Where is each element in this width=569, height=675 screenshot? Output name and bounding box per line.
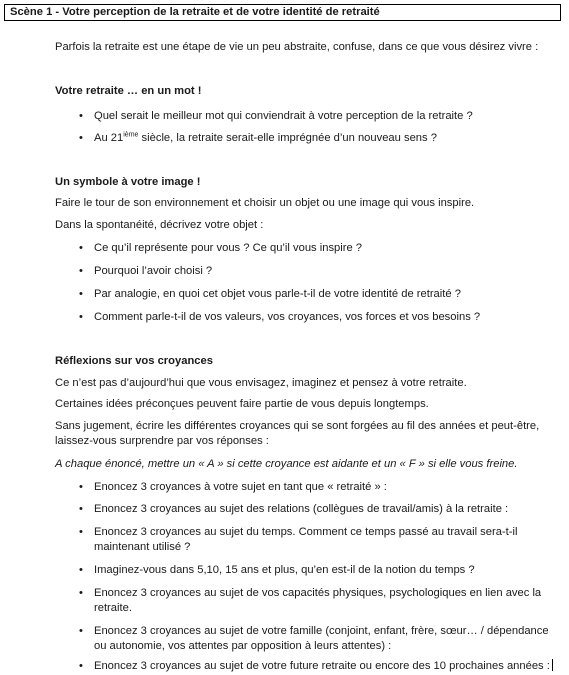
bullet-icon: • (79, 288, 83, 300)
list-item-continuation: retraite. (94, 602, 132, 614)
bullet-icon: • (79, 503, 83, 515)
list-item: Enoncez 3 croyances au sujet du temps. Comment ce temps passé au travail sera-t-il (94, 526, 518, 538)
bullet-icon: • (79, 526, 83, 538)
bullet-icon: • (79, 265, 83, 277)
list-item-continuation: ou autonomie, vos attentes par opposition à leurs attentes) : (94, 640, 392, 652)
list-item (94, 659, 553, 673)
instruction-text: A chaque énoncé, mettre un « A » si cette croyance est aidante et un « F » si elle vous freine. (55, 458, 518, 470)
paragraph-line: laissez-vous surprendre par vos réponses : (55, 435, 269, 447)
bullet-icon: • (79, 242, 83, 254)
list-item-text: Au 21 (94, 132, 124, 144)
bullet-icon: • (79, 311, 83, 323)
list-item: Par analogie, en quoi cet objet vous parle-t-il de votre identité de retraité ? (94, 288, 461, 300)
section-heading-mot: Votre retraite … en un mot ! (55, 85, 202, 97)
list-item: Enoncez 3 croyances au sujet de vos capacités physiques, psychologiques en lien avec la (94, 587, 542, 599)
list-item-text: Enoncez 3 croyances au sujet de votre future retraite ou encore des 10 prochaines années : (94, 660, 550, 672)
list-item: Quel serait le meilleur mot qui conviendrait à votre perception de la retraite ? (94, 110, 473, 122)
bullet-icon: • (79, 587, 83, 599)
list-item: Enoncez 3 croyances à votre sujet en tant que « retraité » : (94, 481, 387, 493)
bullet-icon: • (79, 625, 83, 637)
section-heading-symbole: Un symbole à votre image ! (55, 176, 201, 188)
list-item: Pourquoi l’avoir choisi ? (94, 265, 213, 277)
paragraph-line: Dans la spontanéité, décrivez votre objet : (55, 219, 264, 231)
paragraph-line: Faire le tour de son environnement et choisir un objet ou une image qui vous inspire. (55, 197, 475, 209)
paragraph-line: Ce n’est pas d’aujourd’hui que vous envisagez, imaginez et pensez à votre retraite. (55, 377, 467, 389)
list-item: Enoncez 3 croyances au sujet des relations (collègues de travail/amis) à la retraite : (94, 503, 509, 515)
list-item: Ce qu’il représente pour vous ? Ce qu’il vous inspire ? (94, 242, 363, 254)
bullet-icon: • (79, 481, 83, 493)
scene-title: Scène 1 - Votre perception de la retraite et de votre identité de retraité (4, 4, 561, 21)
list-item: Enoncez 3 croyances au sujet de votre famille (conjoint, enfant, frère, sœur… / dépendance (94, 625, 549, 637)
paragraph-line: Sans jugement, écrire les différentes croyances qui se sont forgées au fil des années et peut-être, (55, 420, 540, 432)
list-item-continuation: maintenant utilisé ? (94, 541, 191, 553)
bullet-icon: • (79, 110, 83, 122)
superscript: ième (123, 131, 139, 139)
list-item: Imaginez-vous dans 5,10, 15 ans et plus, qu’en est-il de la notion du temps ? (94, 564, 475, 576)
bullet-icon: • (79, 132, 83, 144)
bullet-icon: • (79, 660, 83, 672)
intro-text: Parfois la retraite est une étape de vie un peu abstraite, confuse, dans ce que vous désirez vivre : (55, 41, 539, 53)
bullet-icon: • (79, 564, 83, 576)
list-item-text: siècle, la retraite serait-elle imprégnée d’un nouveau sens ? (138, 132, 437, 144)
text-cursor (552, 659, 553, 671)
section-heading-croyances: Réflexions sur vos croyances (55, 355, 213, 367)
list-item: Comment parle-t-il de vos valeurs, vos croyances, vos forces et vos besoins ? (94, 311, 481, 323)
paragraph-line: Certaines idées préconçues peuvent faire partie de vous depuis longtemps. (55, 398, 429, 410)
list-item (94, 131, 437, 145)
